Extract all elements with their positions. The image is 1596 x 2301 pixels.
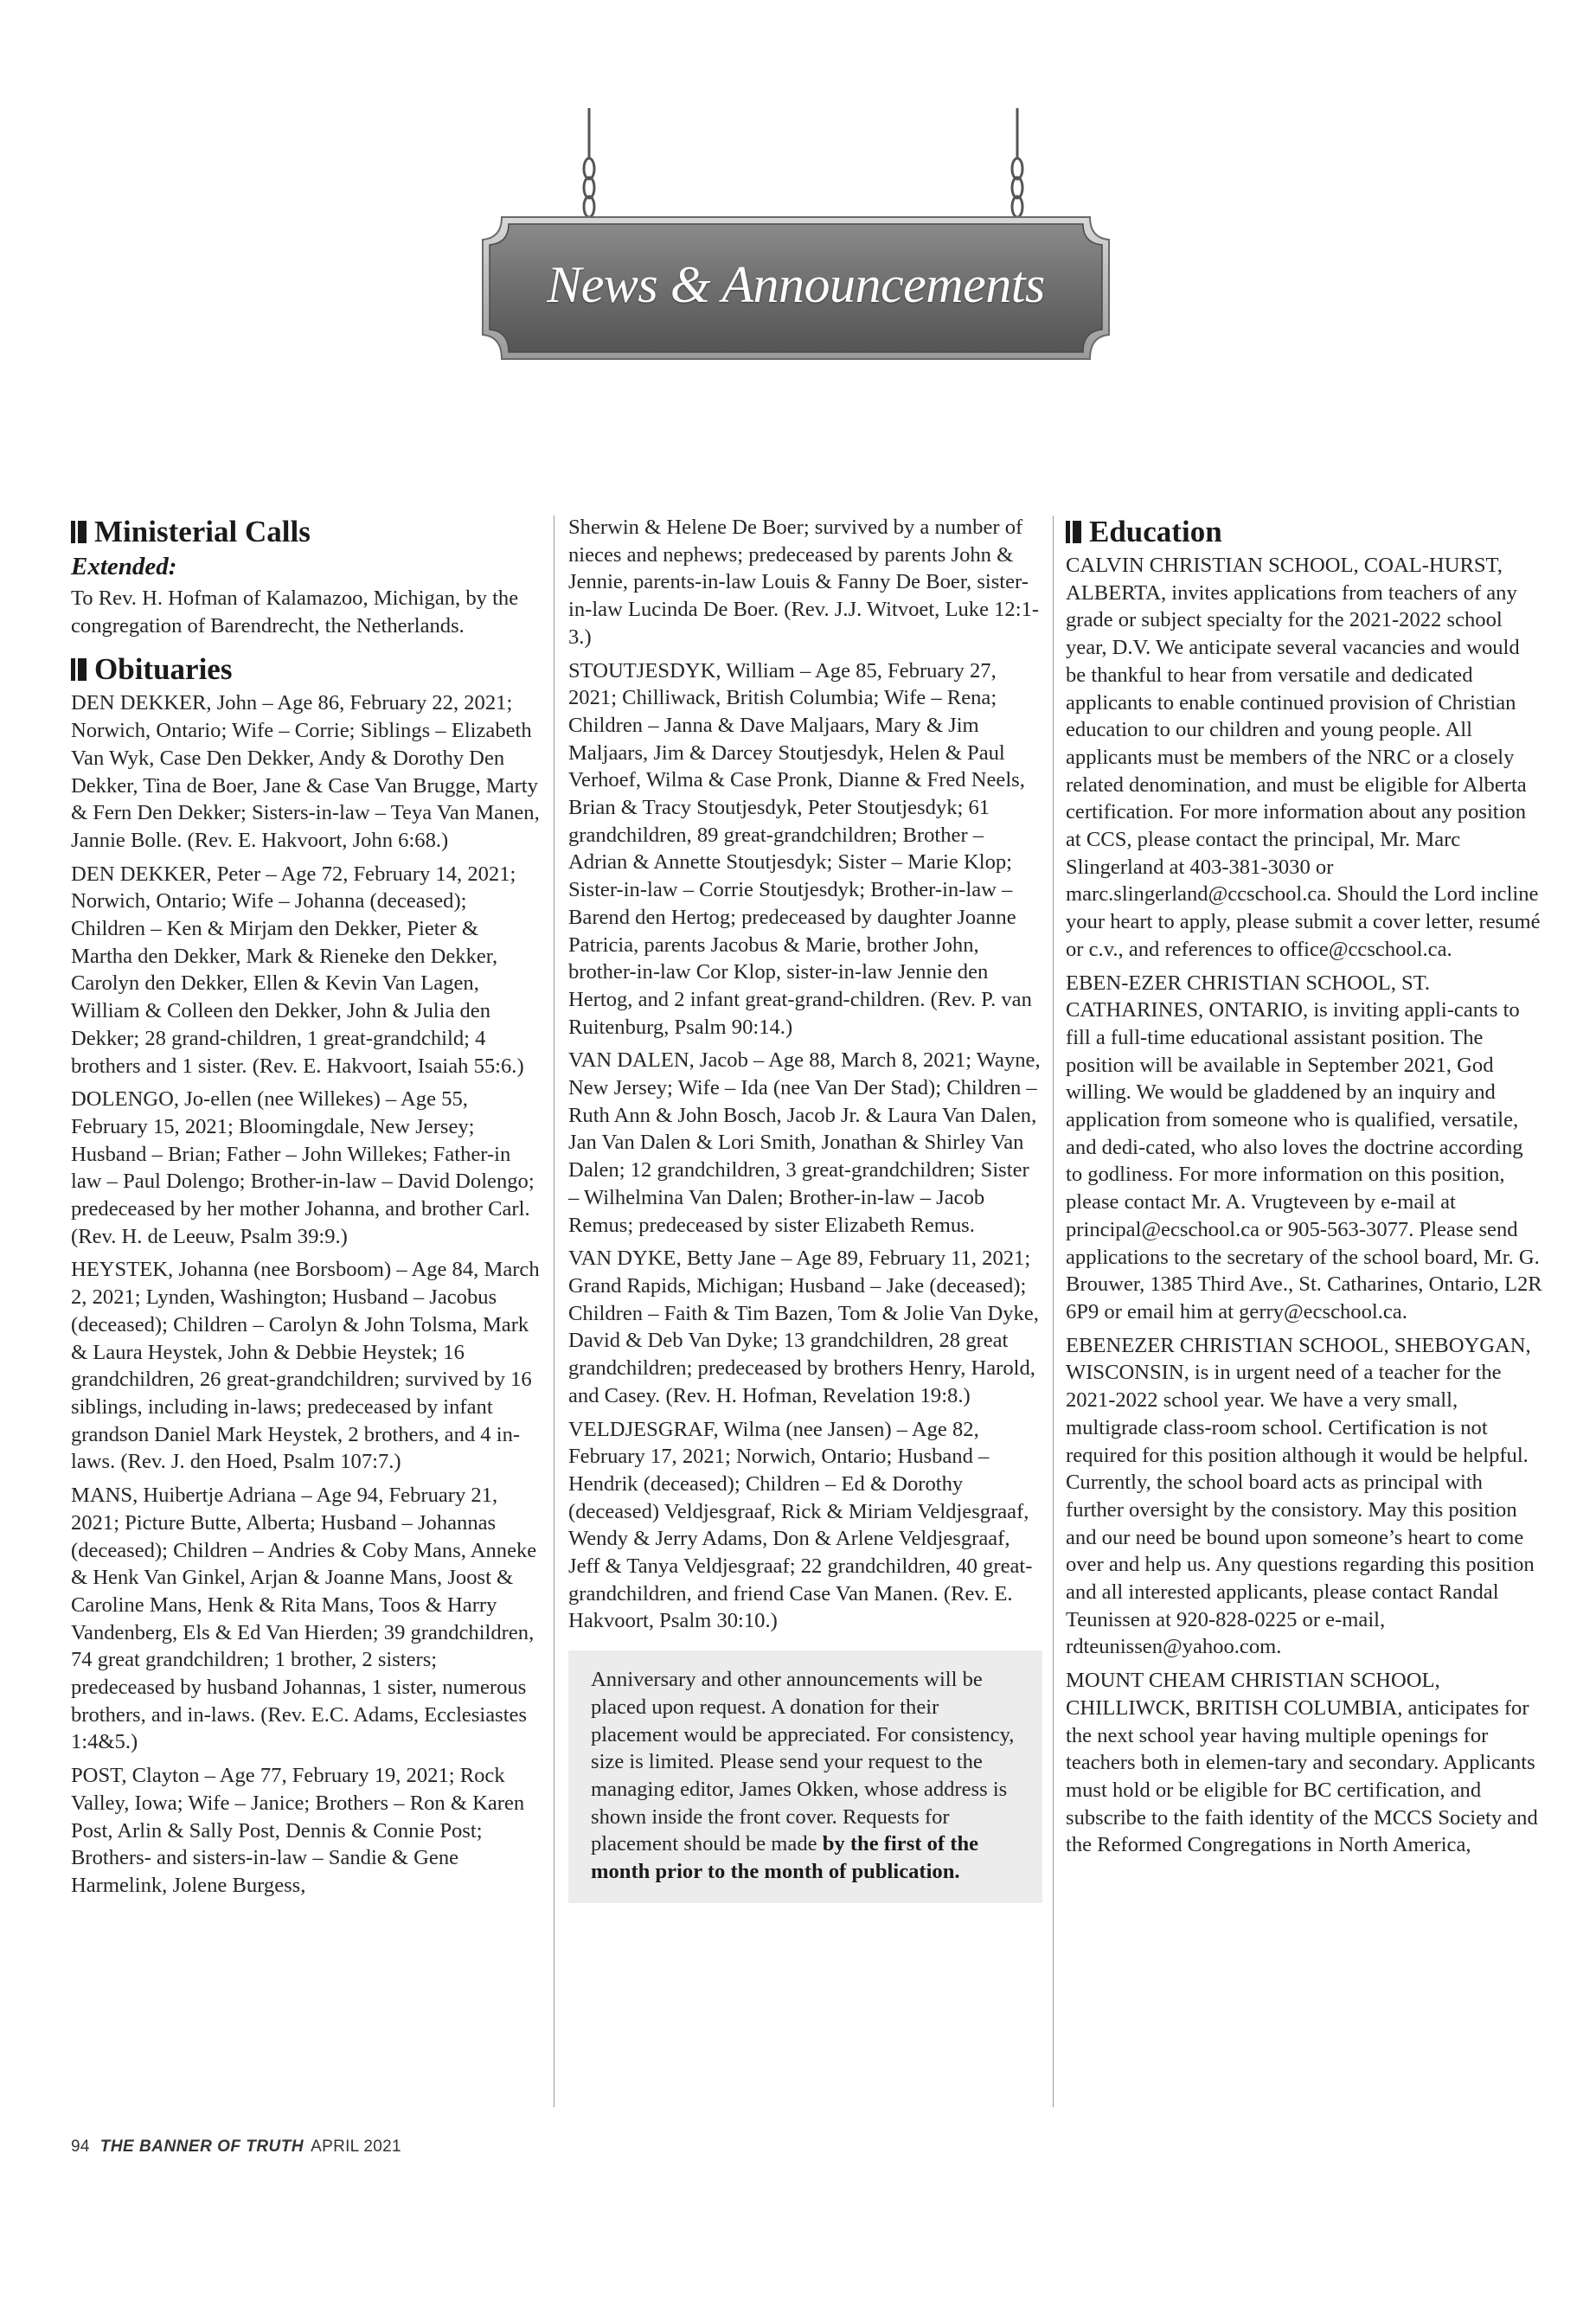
- obituary-entry: Sherwin & Helene De Boer; survived by a number of nieces and nephews; predeceased by parents John & Jennie, parents-in-law Louis & Fanny De Boer, sister-in-law Lucinda De Boer. (Rev. J.J. Witvoet, Luke 12:1-3.): [568, 516, 1040, 649]
- page-footer: [71, 2138, 401, 2157]
- ministerial-calls-title: Ministerial Calls: [94, 515, 311, 548]
- obituaries-title: Obituaries: [94, 652, 233, 687]
- education-heading: [1066, 514, 1544, 550]
- obituary-entry: HEYSTEK, Johanna (nee Borsboom) – Age 84, March 2, 2021; Lynden, Washington; Husband – Jacobus (deceased); Children – Carolyn & John Tolsma, Mark & Laura Heystek, John & Debbie Heystek; 16 grandchildren, 26 great-grandchildren; survived by 16 siblings, including in-laws; predeceased by infant grandson Daniel Mark Heystek, 2 brothers, and 4 in-laws. (Rev. J. den Hoed, Psalm 107:7.): [71, 1258, 540, 1474]
- middle-column: [568, 514, 1042, 1903]
- magazine-name: THE BANNER OF TRUTH: [99, 2138, 304, 2156]
- obituary-entry: VAN DALEN, Jacob – Age 88, March 8, 2021; Wayne, New Jersey; Wife – Ida (nee Van Der Stad); Children – Ruth Ann & John Bosch, Jacob Jr. & Laura Van Dalen, Jan Van Dalen & Lori Smith, Jonathan & Shirley Van Dalen; 12 grandchildren, 3 great-grandchildren; Sister – Wilhelmina Van Dalen; Brother-in-law – Jacob Remus; predeceased by sister Elizabeth Remus.: [568, 1048, 1041, 1237]
- obituary-entry: DEN DEKKER, John – Age 86, February 22, 2021; Norwich, Ontario; Wife – Corrie; Siblings – Elizabeth Van Wyk, Case Den Dekker, Andy & Dorothy Den Dekker, Tina de Boer, Jane & Case Van Brugge, Marty & Fern Den Dekker; Sisters-in-law – Teya Van Manen, Jannie Bolle. (Rev. E. Hakvoort, John 6:68.): [71, 691, 540, 852]
- page-number: 94: [71, 2138, 90, 2156]
- obituary-entry: DOLENGO, Jo-ellen (nee Willekes) – Age 55, February 15, 2021; Bloomingdale, New Jersey; Husband – Brian; Father – John Willekes; Father-in law – Paul Dolengo; Brother-in-law – David Dolengo; predeceased by her mother Johanna, and brother Carl. (Rev. H. de Leeuw, Psalm 39:9.): [71, 1087, 535, 1248]
- page-title: News & Announcements: [547, 256, 1045, 313]
- obituary-entry: MANS, Huibertje Adriana – Age 94, February 21, 2021; Picture Butte, Alberta; Husband – Johannas (deceased); Children – Andries & Coby Mans, Anneke & Henk Van Ginkel, Arjan & Joanne Mans, Joost & Caroline Mans, Henk & Rita Mans, Toos & Harry Vandenberg, Els & Ed Van Hierden; 39 grandchildren, 74 great grandchildren; 1 brother, 2 sisters; predeceased by husband Johannas, 1 sister, numerous brothers, and in-laws. (Rev. E.C. Adams, Ecclesiastes 1:4&5.): [71, 1484, 537, 1754]
- sign-chain-right: [1012, 108, 1022, 217]
- announcement-note-text: Anniversary and other announcements will be placed upon request. A donation for their placement would be appreciated. For consistency, size is limited. Please send your request to the managing editor, James Okken, whose address is shown inside the front cover. Requests for placement should be made: [591, 1668, 1015, 1856]
- education-entry: MOUNT CHEAM CHRISTIAN SCHOOL, CHILLIWCK, BRITISH COLUMBIA, anticipates for the next school year having multiple openings for teachers both in elemen-tary and secondary. Applicants must hold or be eligible for BC certification, and subscribe to the faith identity of the MCCS Society and the Reformed Congregations in North America,: [1066, 1669, 1538, 1857]
- obituaries-heading: [71, 651, 540, 688]
- right-column: [1066, 514, 1544, 1865]
- extended-subheading: Extended:: [71, 553, 177, 580]
- header-sign: [467, 108, 1125, 376]
- obituary-entry: STOUTJESDYK, William – Age 85, February 27, 2021; Chilliwack, British Columbia; Wife – Rena; Children – Janna & Dave Maljaars, Mary & Jim Maljaars, Jim & Darcey Stoutjesdyk, Helen & Paul Verhoef, Wilma & Case Pronk, Dianne & Fred Neels, Brian & Tracy Stoutjesdyk, Peter Stoutjesdyk; 61 grandchildren, 89 great-grandchildren; Brother – Adrian & Annette Stoutjesdyk; Sister – Marie Klop; Sister-in-law – Corrie Stoutjesdyk; Brother-in-law – Barend den Hertog; predeceased by daughter Joanne Patricia, parents Jacobus & Marie, brother John, brother-in-law Cor Klop, sister-in-law Jennie den Hertog, and 2 infant great-grand-children. (Rev. P. van Ruitenburg, Psalm 90:14.): [568, 658, 1032, 1039]
- section-bars-icon: [71, 521, 87, 543]
- obituary-entry: POST, Clayton – Age 77, February 19, 2021; Rock Valley, Iowa; Wife – Janice; Brothers – Ron & Karen Post, Arlin & Sally Post, Dennis & Connie Post; Brothers- and sisters-in-law – Sandie & Gene Harmelink, Jolene Burgess,: [71, 1764, 525, 1897]
- education-entry: CALVIN CHRISTIAN SCHOOL, COAL-HURST, ALBERTA, invites applications from teachers of any grade or subject specialty for the 2021-2022 school year, D.V. We anticipate several vacancies and would be thankful to hear from versatile and dedicated applicants to enable continued provision of Christian education to our children and young people. All applicants must be members of the NRC or a closely related denomination, and must be eligible for Alberta certification. For more information about any position at CCS, please contact the principal, Mr. Marc Slingerland at 403-381-3030 or marc.slingerland@ccschool.ca. Should the Lord incline your heart to apply, please submit a cover letter, resumé or c.v., and references to office@ccschool.ca.: [1066, 554, 1541, 961]
- column-divider: [1053, 516, 1054, 2107]
- announcement-note-box: [568, 1650, 1042, 1903]
- obituary-entry: VAN DYKE, Betty Jane – Age 89, February 11, 2021; Grand Rapids, Michigan; Husband – Jake (deceased); Children – Faith & Tim Bazen, Tom & Jolie Van Dyke, David & Deb Van Dyke; 13 grandchildren, 28 great grandchildren; predeceased by brothers Henry, Harold, and Casey. (Rev. H. Hofman, Revelation 19:8.): [568, 1247, 1039, 1407]
- issue-date: APRIL 2021: [311, 2138, 401, 2156]
- ministerial-call-entry: To Rev. H. Hofman of Kalamazoo, Michigan, by the congregation of Barendrecht, the Netherlands.: [71, 586, 519, 638]
- announcement-note-deadline: by the first of the month prior to the month of publication.: [591, 1832, 979, 1884]
- left-column: [71, 514, 540, 1906]
- obituary-entry: DEN DEKKER, Peter – Age 72, February 14, 2021; Norwich, Ontario; Wife – Johanna (deceased); Children – Ken & Mirjam den Dekker, Pieter & Martha den Dekker, Mark & Rieneke den Dekker, Carolyn den Dekker, Ellen & Kevin Van Lagen, William & Colleen den Dekker, John & Julia den Dekker; 28 grand-children, 1 great-grandchild; 4 brothers and 1 sister. (Rev. E. Hakvoort, Isaiah 55:6.): [71, 862, 524, 1078]
- section-bars-icon: [71, 658, 87, 681]
- ministerial-calls-heading: [71, 514, 540, 550]
- sign-chain-left: [584, 108, 594, 217]
- education-title: Education: [1089, 515, 1222, 548]
- section-bars-icon: [1066, 521, 1081, 543]
- education-entry: EBEN-EZER CHRISTIAN SCHOOL, ST. CATHARINES, ONTARIO, is inviting appli-cants to fill a full-time educational assistant position. The position will be available in September 2021, God willing. We would be gladdened by an inquiry and application from someone who is qualified, versatile, and dedi-cated, who also loves the doctrine according to godliness. For more information on this position, please contact Mr. A. Vrugteveen by e-mail at principal@ecschool.ca or 905-563-3077. Please send applications to the secretary of the school board, Mr. G. Brouwer, 1385 Third Ave., St. Catharines, Ontario, L2R 6P9 or email him at gerry@ecschool.ca.: [1066, 971, 1542, 1324]
- education-entry: EBENEZER CHRISTIAN SCHOOL, SHEBOYGAN, WISCONSIN, is in urgent need of a teacher for the 2021-2022 school year. We have a very small, multigrade class-room school. Certification is not required for this position although it would be helpful. Currently, the school board acts as principal with further oversight by the consistory. May this position and our need be bound upon someone’s heart to come over and help us. Any questions regarding this position and all interested applicants, please contact Randal Teunissen at 920-828-0225 or e-mail, rdteunissen@yahoo.com.: [1066, 1333, 1535, 1659]
- obituary-entry: VELDJESGRAF, Wilma (nee Jansen) – Age 82, February 17, 2021; Norwich, Ontario; Husband – Hendrik (deceased); Children – Ed & Dorothy (deceased) Veldjesgraaf, Rick & Miriam Veldjesgraaf, Wendy & Jerry Adams, Don & Arlene Veldjesgraaf, Jeff & Tanya Veldjesgraaf; 22 grandchildren, 40 great-grandchildren, and friend Case Van Manen. (Rev. E. Hakvoort, Psalm 30:10.): [568, 1417, 1033, 1633]
- hanging-sign-graphic: [467, 108, 1125, 376]
